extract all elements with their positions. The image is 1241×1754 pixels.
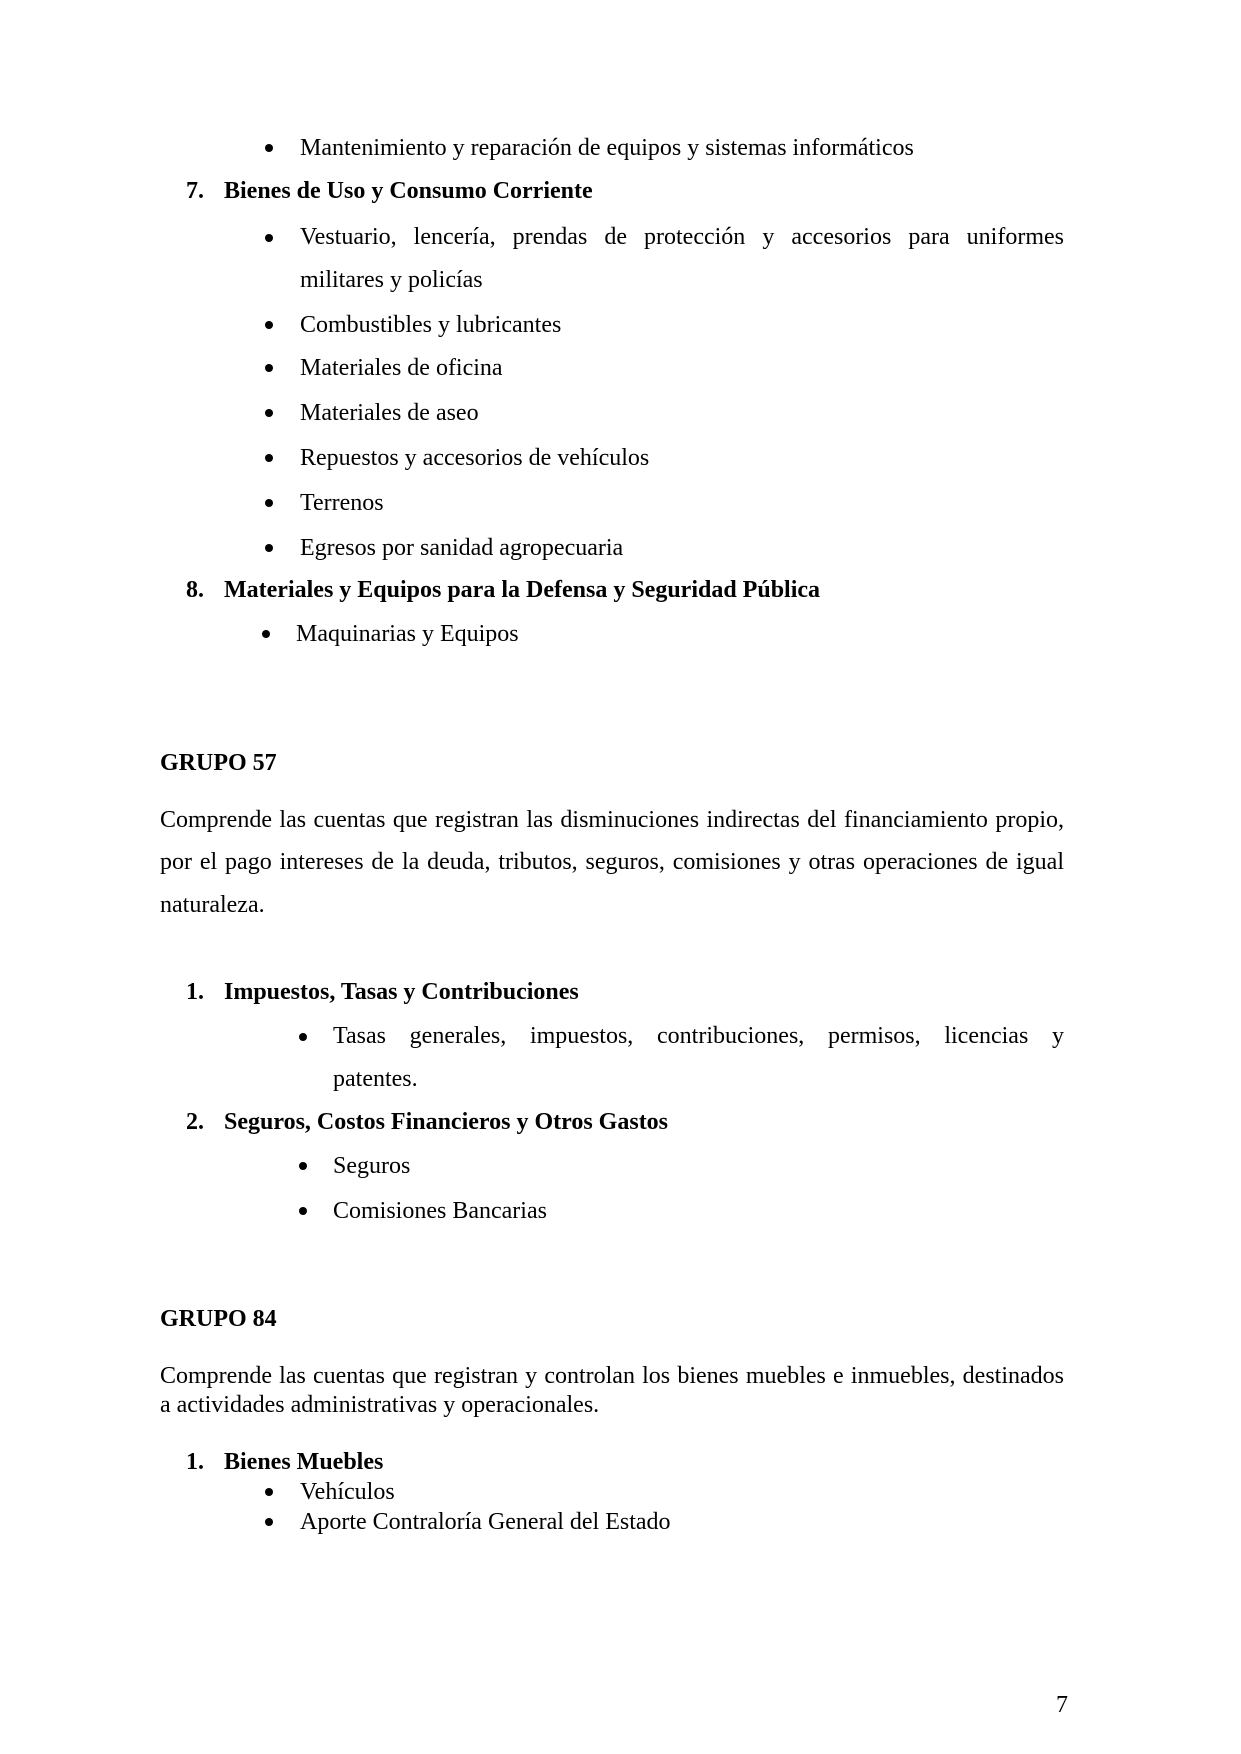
list-item-text: Maquinarias y Equipos xyxy=(296,621,519,647)
list-item-text: patentes. xyxy=(333,1066,418,1092)
list-item-text: Mantenimiento y reparación de equipos y sistemas informáticos xyxy=(300,135,914,161)
bullet-dot xyxy=(265,144,273,152)
list-item-text: Seguros xyxy=(333,1153,411,1179)
paragraph-line: naturaleza. xyxy=(160,892,265,918)
list-item-text: Materiales de aseo xyxy=(300,400,479,426)
bullet-dot xyxy=(265,499,273,507)
bullet-dot xyxy=(299,1162,307,1170)
bullet-dot xyxy=(299,1207,307,1215)
bullet-dot xyxy=(265,321,273,329)
paragraph-line: Comprende las cuentas que registran y controlan los bienes muebles e inmuebles, destinados xyxy=(160,1363,1064,1389)
bullet-dot xyxy=(299,1033,307,1041)
list-item-text: Vestuario, lencería, prendas de protección y accesorios para uniformes xyxy=(300,224,1064,250)
list-item-text: Repuestos y accesorios de vehículos xyxy=(300,445,650,471)
bullet-dot xyxy=(265,1488,273,1496)
paragraph-line: a actividades administrativas y operacionales. xyxy=(160,1392,600,1418)
list-number: 2. xyxy=(186,1109,204,1135)
list-number: 8. xyxy=(186,577,204,603)
bullet-dot xyxy=(265,234,273,242)
list-number: 1. xyxy=(186,979,204,1005)
list-heading: Impuestos, Tasas y Contribuciones xyxy=(224,979,579,1005)
list-heading: Seguros, Costos Financieros y Otros Gastos xyxy=(224,1109,669,1135)
list-heading: Materiales y Equipos para la Defensa y Seguridad Pública xyxy=(224,577,821,603)
bullet-dot xyxy=(265,1518,273,1526)
list-item-text: Tasas generales, impuestos, contribuciones, permisos, licencias y xyxy=(333,1023,1064,1049)
list-item-text: Aporte Contraloría General del Estado xyxy=(300,1509,671,1535)
page-number: 7 xyxy=(1056,1692,1068,1718)
list-heading: Bienes Muebles xyxy=(224,1449,384,1475)
list-number: 1. xyxy=(186,1449,204,1475)
list-heading: Bienes de Uso y Consumo Corriente xyxy=(224,178,593,204)
section-heading: GRUPO 57 xyxy=(160,750,277,776)
bullet-dot xyxy=(265,454,273,462)
bullet-dot xyxy=(262,630,270,638)
bullet-dot xyxy=(265,544,273,552)
bullet-dot xyxy=(265,409,273,417)
list-item-text: Comisiones Bancarias xyxy=(333,1198,547,1224)
paragraph-line: Comprende las cuentas que registran las disminuciones indirectas del financiamiento propio, xyxy=(160,807,1064,833)
list-item-text: Combustibles y lubricantes xyxy=(300,312,562,338)
list-item-text: Egresos por sanidad agropecuaria xyxy=(300,535,624,561)
list-item-text: Terrenos xyxy=(300,490,384,516)
paragraph-line: por el pago intereses de la deuda, tributos, seguros, comisiones y otras operaciones de igual xyxy=(160,849,1064,875)
list-item-text: Vehículos xyxy=(300,1479,395,1505)
bullet-dot xyxy=(265,364,273,372)
list-item-text: militares y policías xyxy=(300,267,483,293)
section-heading: GRUPO 84 xyxy=(160,1306,277,1332)
list-number: 7. xyxy=(186,178,204,204)
list-item-text: Materiales de oficina xyxy=(300,355,503,381)
